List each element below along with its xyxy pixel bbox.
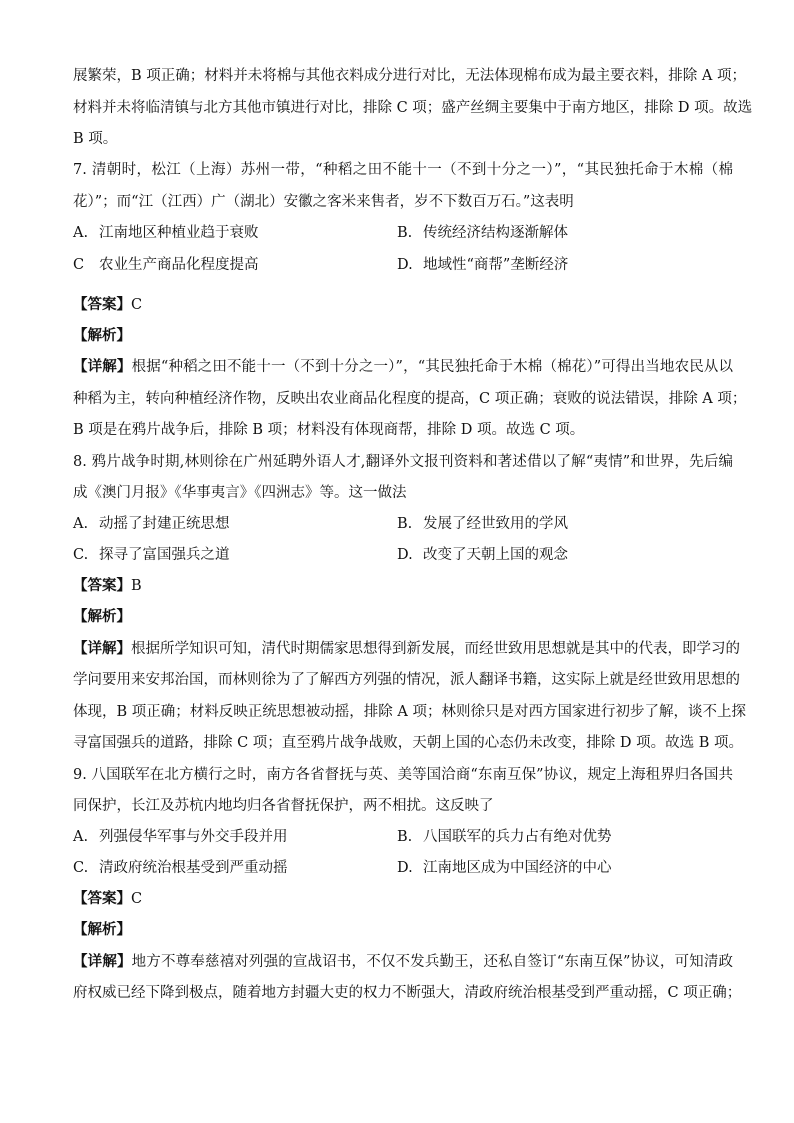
question-9-stem: 同保护，长江及苏杭内地均归各省督抚保护，两不相扰。这反映了 bbox=[73, 798, 494, 814]
continued-text-line: 材料并未将临清镇与北方其他市镇进行对比，排除 C 项；盛产丝绸主要集中于南方地区，排除 D 项。故选 bbox=[73, 100, 753, 116]
question-8-analysis-heading: 【解析】 bbox=[73, 608, 131, 625]
question-8-detail: 学问要用来安邦治国，而林则徐为了了解西方列强的情况，派人翻译书籍，这实际上就是经世致用思想的 bbox=[73, 672, 740, 688]
question-7-option-a: A. 江南地区种植业趋于衰败 bbox=[73, 225, 259, 241]
question-9-detail: 【详解】地方不尊奉慈禧对列强的宣战诏书，不仅不发兵勤王，还私自签订“东南互保”协议，可知清政 bbox=[73, 953, 733, 970]
question-8-answer: 【答案】B bbox=[73, 577, 142, 594]
question-9-detail: 府权威已经下降到极点，随着地方封疆大吏的权力不断强大，清政府统治根基受到严重动摇，C 项正确； bbox=[73, 985, 742, 1001]
question-7-stem: 花）”；而“江（江西）广（湖北）安徽之客米来售者，岁不下数百万石。”这表明 bbox=[73, 194, 574, 210]
question-8-option-d: D. 改变了天朝上国的观念 bbox=[397, 547, 568, 563]
question-7-detail: 【详解】根据“种稻之田不能十一（不到十分之一）”，“其民独托命于木棉（棉花）”可得出当地农民从以 bbox=[73, 358, 734, 375]
question-8-detail: 寻富国强兵的道路，排除 C 项；直至鸦片战争战败，天朝上国的心态仍未改变，排除 D 项。故选 B 项。 bbox=[73, 735, 744, 751]
question-9-option-a: A. 列强侵华军事与外交手段并用 bbox=[73, 829, 288, 845]
question-8-stem: 8. 鸦片战争时期,林则徐在广州延聘外语人才,翻译外文报刊资料和著述借以了解“夷情”和世界，先后编 bbox=[73, 454, 733, 470]
question-9-stem: 9. 八国联军在北方横行之时，南方各省督抚与英、美等国洽商“东南互保”协议，规定上海租界归各国共 bbox=[73, 767, 733, 783]
question-7-analysis-heading: 【解析】 bbox=[73, 327, 131, 344]
question-8-option-c: C. 探寻了富国强兵之道 bbox=[73, 547, 230, 563]
question-7-answer: 【答案】C bbox=[73, 296, 143, 313]
continued-text-line: 展繁荣，B 项正确；材料并未将棉与其他衣料成分进行对比，无法体现棉布成为最主要衣料，排除 A 项； bbox=[73, 68, 746, 84]
question-9-option-d: D. 江南地区成为中国经济的中心 bbox=[397, 860, 612, 876]
continued-text-line: B 项。 bbox=[73, 131, 118, 147]
question-9-answer: 【答案】C bbox=[73, 890, 143, 907]
question-7-stem: 7. 清朝时，松江（上海）苏州一带，“种稻之田不能十一（不到十分之一）”，“其民独托命于木棉（棉 bbox=[73, 162, 733, 178]
question-7-detail: 种稻为主，转向种植经济作物，反映出农业商品化程度的提高，C 项正确；衰败的说法错误，排除 A 项； bbox=[73, 391, 747, 407]
question-8-stem: 成《澳门月报》《华事夷言》《四洲志》等。这一做法 bbox=[73, 485, 407, 501]
question-9-option-c: C. 清政府统治根基受到严重动摇 bbox=[73, 860, 288, 876]
question-7-option-c: C 农业生产商品化程度提高 bbox=[73, 257, 259, 273]
question-9-analysis-heading: 【解析】 bbox=[73, 921, 131, 938]
question-7-option-d: D. 地域性“商帮”垄断经济 bbox=[397, 257, 569, 273]
question-7-option-b: B. 传统经济结构逐渐解体 bbox=[397, 225, 568, 241]
question-7-detail: B 项是在鸦片战争后，排除 B 项；材料没有体现商帮，排除 D 项。故选 C 项。 bbox=[73, 422, 585, 438]
question-9-option-b: B. 八国联军的兵力占有绝对优势 bbox=[397, 829, 612, 845]
question-8-option-a: A. 动摇了封建正统思想 bbox=[73, 516, 230, 532]
question-8-detail: 体现，B 项正确；材料反映正统思想被动摇，排除 A 项；林则徐只是对西方国家进行初步了解，谈不上探 bbox=[73, 704, 746, 720]
question-8-option-b: B. 发展了经世致用的学风 bbox=[397, 516, 568, 532]
question-8-detail: 【详解】根据所学知识可知，清代时期儒家思想得到新发展，而经世致用思想就是其中的代表，即学习的 bbox=[73, 640, 740, 657]
